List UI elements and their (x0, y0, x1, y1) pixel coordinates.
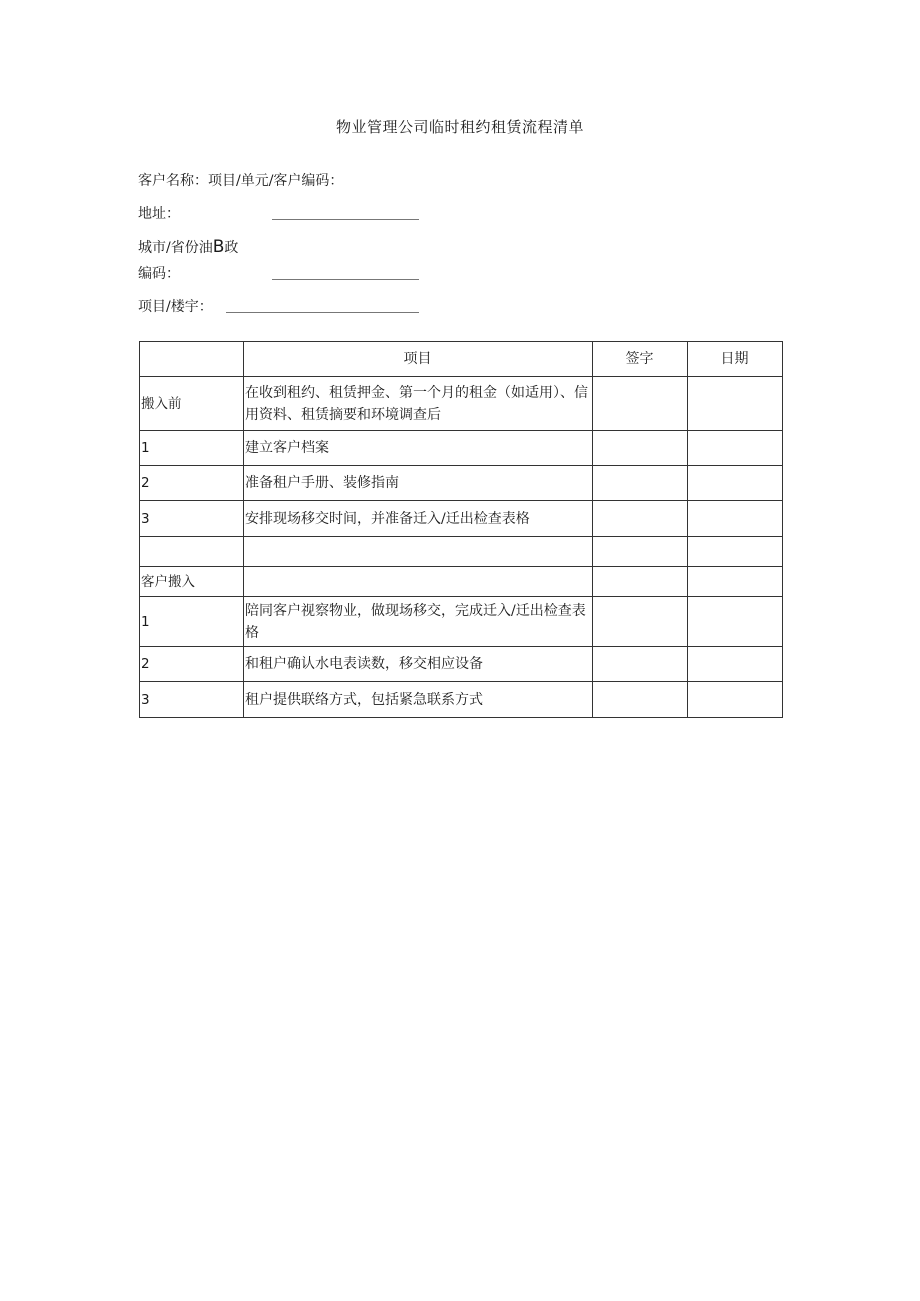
row-item: 和租户确认水电表读数，移交相应设备 (244, 647, 593, 682)
date-cell[interactable] (688, 597, 783, 647)
city-line (138, 237, 238, 258)
code-underline[interactable] (272, 279, 419, 280)
address-underline[interactable] (272, 219, 419, 220)
row-item (244, 537, 593, 567)
row-label: 客户搬入 (140, 567, 244, 597)
table-row (140, 501, 783, 537)
checklist-table (139, 341, 783, 718)
date-cell[interactable] (688, 466, 783, 501)
city-letter: B (212, 237, 225, 257)
row-label: 2 (140, 466, 244, 501)
city-prefix: 城市/省份油 (138, 240, 213, 256)
row-label: 搬入前 (140, 377, 244, 431)
table-row (140, 682, 783, 718)
table-row (140, 567, 783, 597)
table-header-row (140, 342, 783, 377)
signature-cell[interactable] (593, 501, 688, 537)
customer-line: 客户名称：项目/单元/客户编码： (138, 173, 344, 189)
date-cell[interactable] (688, 682, 783, 718)
table-row (140, 466, 783, 501)
date-cell[interactable] (688, 567, 783, 597)
row-label: 3 (140, 682, 244, 718)
date-cell[interactable] (688, 377, 783, 431)
row-label (140, 537, 244, 567)
date-cell[interactable] (688, 501, 783, 537)
row-item: 陪同客户视察物业，做现场移交，完成迁入/迁出检查表格 (244, 597, 593, 647)
row-item (244, 567, 593, 597)
table-row (140, 537, 783, 567)
signature-cell[interactable] (593, 537, 688, 567)
signature-cell[interactable] (593, 377, 688, 431)
row-label: 1 (140, 431, 244, 466)
code-label: 编码： (138, 266, 180, 282)
row-item: 建立客户档案 (244, 431, 593, 466)
project-underline[interactable] (226, 312, 419, 313)
date-cell[interactable] (688, 537, 783, 567)
signature-cell[interactable] (593, 647, 688, 682)
header-cell-signature: 签字 (593, 342, 688, 377)
city-suffix: 政 (224, 240, 239, 256)
header-cell-date: 日期 (688, 342, 783, 377)
signature-cell[interactable] (593, 682, 688, 718)
date-cell[interactable] (688, 647, 783, 682)
header-cell-blank (140, 342, 244, 377)
signature-cell[interactable] (593, 597, 688, 647)
signature-cell[interactable] (593, 567, 688, 597)
table-row (140, 597, 783, 647)
signature-cell[interactable] (593, 466, 688, 501)
row-item: 准备租户手册、装修指南 (244, 466, 593, 501)
address-label: 地址： (138, 206, 180, 222)
table-row (140, 431, 783, 466)
row-item: 租户提供联络方式，包括紧急联系方式 (244, 682, 593, 718)
row-item: 在收到租约、租赁押金、第一个月的租金（如适用）、信用资料、租赁摘要和环境调查后 (244, 377, 593, 431)
signature-cell[interactable] (593, 431, 688, 466)
date-cell[interactable] (688, 431, 783, 466)
row-label: 3 (140, 501, 244, 537)
row-item: 安排现场移交时间，并准备迁入/迁出检查表格 (244, 501, 593, 537)
document-title: 物业管理公司临时租约租赁流程清单 (335, 118, 584, 136)
header-cell-item: 项目 (244, 342, 593, 377)
row-label: 1 (140, 597, 244, 647)
table-row (140, 647, 783, 682)
project-label: 项目/楼宇： (138, 299, 213, 315)
row-label: 2 (140, 647, 244, 682)
table-row (140, 377, 783, 431)
